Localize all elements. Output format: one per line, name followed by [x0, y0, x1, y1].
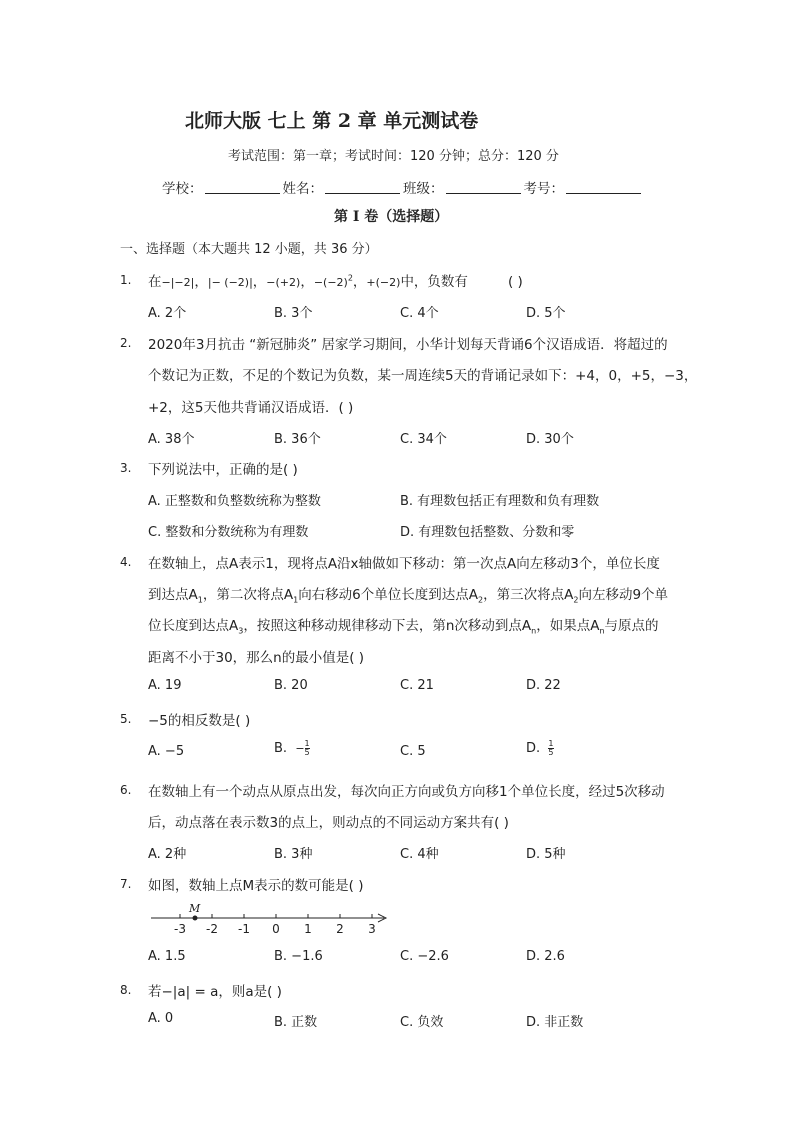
- question-8-stem: 若−|a| = a，则a是( ): [148, 984, 282, 1000]
- option-d[interactable]: D. 22: [526, 678, 561, 693]
- option-c[interactable]: C. −2.6: [400, 949, 449, 964]
- id-field[interactable]: [566, 181, 641, 194]
- point-m-label: M: [189, 902, 201, 915]
- option-c[interactable]: C. 21: [400, 678, 434, 693]
- option-b[interactable]: B. 36个: [274, 432, 321, 447]
- option-c[interactable]: C. 4种: [400, 847, 439, 862]
- question-number: 8.: [120, 983, 132, 997]
- question-number: 4.: [120, 555, 132, 569]
- number-line-ticks: [174, 914, 376, 936]
- part-title: 第 I 卷（选择题）: [334, 209, 449, 225]
- tick-label: 0: [272, 922, 280, 936]
- option-a[interactable]: A. 2种: [148, 847, 187, 862]
- option-a[interactable]: A. 正整数和负整数统称为整数: [148, 494, 321, 509]
- question-number: 7.: [120, 877, 132, 891]
- class-label: 班级：: [403, 181, 444, 197]
- student-info-fields: [162, 177, 644, 197]
- option-c[interactable]: C. 负效: [400, 1015, 444, 1030]
- question-7-stem: 如图，数轴上点M表示的数可能是( ): [148, 878, 364, 894]
- question-1-stem: 在−|−2|，|− (−2)|，−(+2)，$-(-2)^2$，+(−2)中，负数有 ( ): [148, 273, 523, 290]
- question-4-line: 到达点$A_1$，第二次将点$A_1$向右移动6个单位长度到达点$A_2$，第三次将点$A_2$向左移动9个单: [148, 587, 669, 605]
- exam-info: 考试范围：第一章；考试时间：120 分钟；总分：120 分: [228, 149, 559, 164]
- option-c[interactable]: C. 34个: [400, 432, 447, 447]
- tick-label: -3: [174, 922, 186, 936]
- question-2-line: 2020年3月抗击 “新冠肺炎” 居家学习期间，小华计划每天背诵6个汉语成语．将超过的: [148, 337, 668, 353]
- school-field[interactable]: [205, 181, 280, 194]
- question-6-line: 在数轴上有一个动点从原点出发，每次向正方向或负方向移1个单位长度，经过5次移动: [148, 784, 665, 800]
- option-d[interactable]: D. 2.6: [526, 949, 565, 964]
- option-b[interactable]: B. 正数: [274, 1015, 318, 1030]
- question-number: 5.: [120, 712, 132, 726]
- tick-label: -1: [238, 922, 250, 936]
- section-heading: 一、选择题（本大题共 12 小题，共 36 分）: [120, 242, 378, 257]
- option-a[interactable]: A. 1.5: [148, 949, 186, 964]
- class-field[interactable]: [446, 181, 521, 194]
- option-c[interactable]: C. 5: [400, 744, 426, 759]
- option-b[interactable]: B. 3个: [274, 306, 313, 321]
- question-3-stem: 下列说法中，正确的是( ): [148, 462, 298, 478]
- option-b[interactable]: B. 20: [274, 678, 308, 693]
- name-label: 姓名：: [282, 181, 323, 197]
- question-4-line: 距离不小于30，那么n的最小值是( ): [148, 650, 365, 666]
- fraction: $\frac{1}{5}$: [548, 739, 554, 757]
- question-4-line: 在数轴上，点A表示1，现将点A沿x轴做如下移动：第一次点A向左移动3个，单位长度: [148, 556, 660, 572]
- option-d[interactable]: D. 5种: [526, 847, 566, 862]
- option-c[interactable]: C. 4个: [400, 306, 439, 321]
- number-line-figure: [148, 897, 393, 939]
- option-d[interactable]: D. $\frac{1}{5}$: [526, 739, 554, 757]
- option-d[interactable]: D. 5个: [526, 306, 566, 321]
- tick-label: 3: [368, 922, 376, 936]
- option-b[interactable]: B. −1.6: [274, 949, 323, 964]
- name-field[interactable]: [325, 181, 400, 194]
- option-c[interactable]: C. 整数和分数统称为有理数: [148, 525, 309, 540]
- question-5-stem: −5的相反数是( ): [148, 713, 251, 729]
- option-b[interactable]: B. 3种: [274, 847, 313, 862]
- page-title: 北师大版 七上 第 2 章 单元测试卷: [185, 110, 479, 132]
- question-2-line: +2，这5天他共背诵汉语成语．( ): [148, 400, 354, 416]
- option-a[interactable]: A. −5: [148, 744, 185, 759]
- option-d[interactable]: D. 30个: [526, 432, 574, 447]
- option-b[interactable]: B. − $\frac{1}{5}$: [274, 739, 310, 757]
- fraction: $\frac{1}{5}$: [304, 739, 310, 757]
- tick-label: -2: [206, 922, 218, 936]
- tick-label: 1: [304, 922, 312, 936]
- point-m: [193, 916, 198, 921]
- question-6-line: 后，动点落在表示数3的点上，则动点的不同运动方案共有( ): [148, 815, 509, 831]
- option-a[interactable]: A. 38个: [148, 432, 195, 447]
- option-a[interactable]: A. 2个: [148, 306, 187, 321]
- question-2-line: 个数记为正数，不足的个数记为负数，某一周连续5天的背诵记录如下：+4，0，+5，−3，: [148, 368, 698, 384]
- school-label: 学校：: [162, 181, 203, 197]
- option-b[interactable]: B. 有理数包括正有理数和负有理数: [400, 494, 600, 509]
- option-a[interactable]: A. 19: [148, 678, 182, 693]
- question-number: 6.: [120, 783, 132, 797]
- question-number: 1.: [120, 273, 132, 287]
- question-4-line: 位长度到达点$A_3$，按照这种移动规律移动下去，第n次移动到点$A_n$，如果点$A_n$与原点的: [148, 618, 659, 636]
- option-d[interactable]: D. 有理数包括整数、分数和零: [400, 525, 575, 540]
- option-a[interactable]: A. 0: [148, 1011, 174, 1026]
- id-label: 考号：: [523, 181, 564, 197]
- option-d[interactable]: D. 非正数: [526, 1015, 584, 1030]
- question-number: 2.: [120, 336, 132, 350]
- tick-label: 2: [336, 922, 344, 936]
- question-number: 3.: [120, 461, 132, 475]
